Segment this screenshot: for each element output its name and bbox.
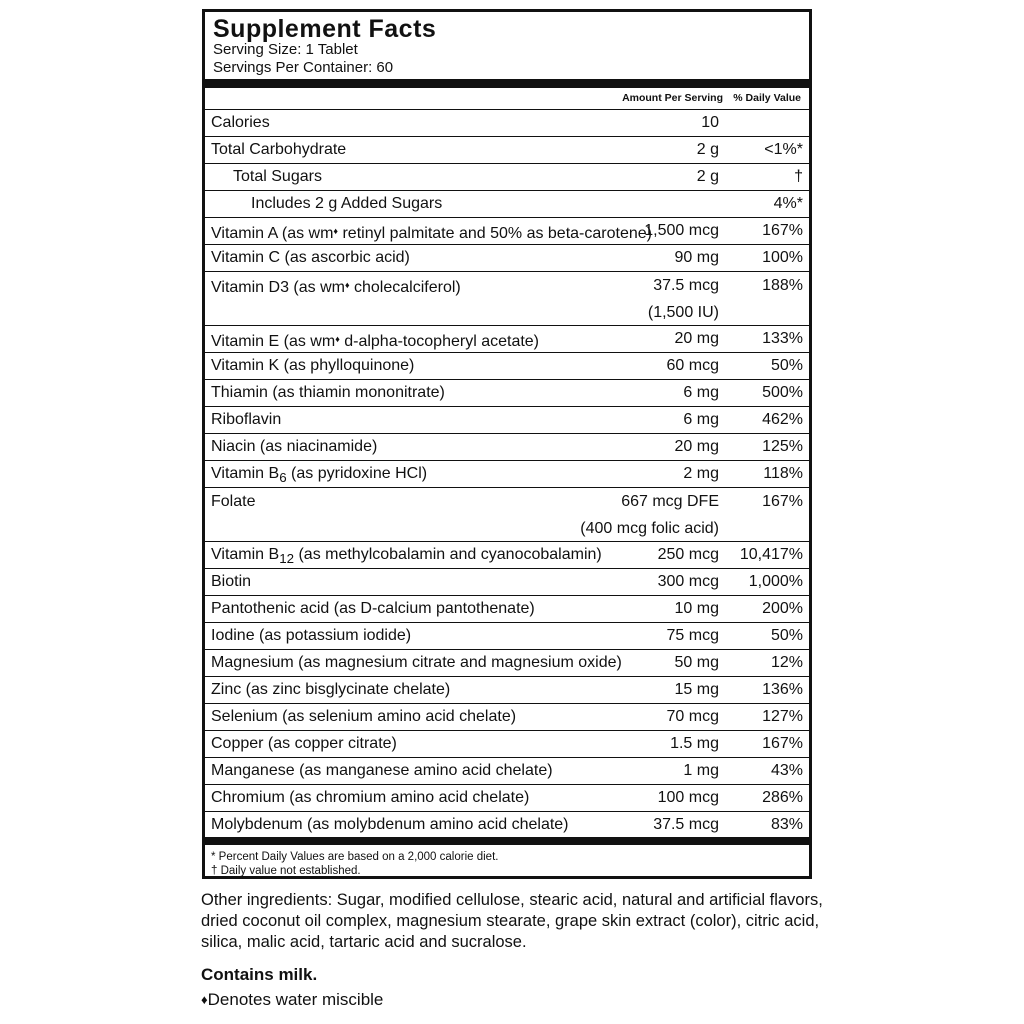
subscript: 6 bbox=[279, 470, 287, 486]
nutrient-row bbox=[205, 812, 809, 839]
nutrient-row bbox=[205, 326, 809, 353]
nutrient-amount: 50 mg bbox=[674, 654, 719, 671]
nutrient-amount: 2 g bbox=[696, 141, 719, 158]
nutrient-row bbox=[205, 164, 809, 191]
nutrient-daily-value: 4%* bbox=[773, 195, 803, 212]
nutrient-name-part: Vitamin E (as wm bbox=[211, 333, 336, 350]
nutrient-name: Selenium (as selenium amino acid chelate) bbox=[211, 708, 517, 725]
panel-title: Supplement Facts bbox=[213, 15, 437, 43]
nutrient-daily-value: 12% bbox=[770, 654, 803, 671]
nutrient-row bbox=[205, 785, 809, 812]
nutrient-daily-value: 462% bbox=[762, 411, 803, 428]
nutrient-row bbox=[205, 650, 809, 677]
nutrient-row bbox=[205, 245, 809, 272]
nutrient-name: Total Carbohydrate bbox=[211, 141, 347, 158]
nutrient-amount: 1 mg bbox=[683, 762, 719, 779]
nutrient-amount: 6 mg bbox=[683, 411, 719, 428]
nutrient-daily-value: 133% bbox=[762, 330, 803, 347]
nutrient-row bbox=[205, 677, 809, 704]
nutrient-name: Iodine (as potassium iodide) bbox=[211, 627, 412, 644]
nutrient-name-part: (as methylcobalamin and cyanocobalamin) bbox=[294, 546, 602, 563]
nutrient-row bbox=[205, 704, 809, 731]
nutrient-name: Zinc (as zinc bisglycinate chelate) bbox=[211, 681, 451, 698]
nutrient-row bbox=[205, 191, 809, 218]
nutrient-daily-value: 118% bbox=[763, 465, 803, 482]
nutrient-name-part: d-alpha-tocopheryl acetate) bbox=[339, 333, 540, 350]
bottom-thick-rule bbox=[205, 837, 809, 845]
nutrient-amount bbox=[648, 272, 719, 326]
subscript: 12 bbox=[279, 551, 295, 567]
nutrient-row bbox=[205, 623, 809, 650]
nutrient-row bbox=[205, 596, 809, 623]
nutrient-daily-value: 188% bbox=[762, 277, 803, 294]
nutrient-name: Calories bbox=[211, 114, 270, 131]
nutrient-name: Molybdenum (as molybdenum amino acid chelate) bbox=[211, 816, 569, 833]
nutrient-row bbox=[205, 758, 809, 785]
serving-size: Serving Size: 1 Tablet bbox=[213, 41, 358, 58]
nutrient-amount: 2 g bbox=[696, 168, 719, 185]
nutrient-daily-value: 286% bbox=[762, 789, 803, 806]
nutrient-name: Folate bbox=[211, 493, 256, 510]
nutrient-daily-value: 136% bbox=[762, 681, 803, 698]
nutrient-row bbox=[205, 353, 809, 380]
header-amount-per-serving: Amount Per Serving bbox=[622, 92, 723, 104]
supplement-facts-panel bbox=[202, 9, 812, 879]
nutrient-name: Includes 2 g Added Sugars bbox=[251, 195, 443, 212]
nutrient-daily-value: 125% bbox=[762, 438, 803, 455]
nutrient-name: Thiamin (as thiamin mononitrate) bbox=[211, 384, 445, 401]
nutrient-name bbox=[211, 326, 539, 355]
nutrient-daily-value: 50% bbox=[770, 627, 803, 644]
nutrient-daily-value: 10,417% bbox=[739, 546, 803, 563]
footnote-not-established: † Daily value not established. bbox=[211, 865, 361, 877]
nutrient-row bbox=[205, 488, 809, 542]
legend-text: Denotes water miscible bbox=[207, 990, 384, 1009]
nutrient-name-part: cholecalciferol) bbox=[349, 279, 461, 296]
nutrient-daily-value: <1%* bbox=[764, 141, 803, 158]
nutrient-row bbox=[205, 137, 809, 164]
nutrient-amount: 20 mg bbox=[674, 438, 719, 455]
nutrient-name bbox=[211, 461, 427, 491]
nutrient-name-part: Vitamin B bbox=[211, 546, 280, 563]
nutrient-amount: 37.5 mcg bbox=[653, 816, 719, 833]
amount-line: (400 mcg folic acid) bbox=[580, 520, 719, 537]
nutrient-daily-value: † bbox=[794, 168, 803, 185]
nutrient-daily-value: 83% bbox=[770, 816, 803, 833]
other-ingredients bbox=[201, 890, 821, 953]
nutrient-name: Manganese (as manganese amino acid chelate) bbox=[211, 762, 553, 779]
nutrient-row bbox=[205, 542, 809, 569]
nutrient-amount: 20 mg bbox=[674, 330, 719, 347]
nutrient-name bbox=[211, 272, 461, 301]
nutrient-name: Vitamin K (as phylloquinone) bbox=[211, 357, 415, 374]
nutrient-amount: 75 mcg bbox=[666, 627, 719, 644]
allergen-statement: Contains milk. bbox=[201, 965, 318, 984]
water-drop-icon: ♦ bbox=[201, 992, 208, 1007]
nutrient-row bbox=[205, 272, 809, 326]
nutrient-daily-value: 500% bbox=[762, 384, 803, 401]
nutrient-amount: 1.5 mg bbox=[670, 735, 719, 752]
nutrient-amount bbox=[580, 488, 719, 542]
nutrient-name: Magnesium (as magnesium citrate and magnesium oxide) bbox=[211, 654, 622, 671]
nutrient-daily-value: 167% bbox=[762, 493, 803, 510]
footnotes bbox=[211, 850, 498, 878]
nutrient-row bbox=[205, 407, 809, 434]
water-drop-icon: ♦ bbox=[344, 280, 350, 290]
nutrient-row bbox=[205, 461, 809, 488]
servings-per-container: Servings Per Container: 60 bbox=[213, 59, 394, 76]
nutrient-row bbox=[205, 434, 809, 461]
nutrient-row bbox=[205, 569, 809, 596]
nutrient-name: Total Sugars bbox=[233, 168, 322, 185]
amount-line: 667 mcg DFE bbox=[621, 493, 719, 510]
top-thick-rule bbox=[205, 79, 809, 88]
nutrient-daily-value: 43% bbox=[770, 762, 803, 779]
nutrient-row bbox=[205, 380, 809, 407]
nutrient-amount: 60 mcg bbox=[666, 357, 719, 374]
nutrient-name-part: retinyl palmitate and 50% as beta-carotene) bbox=[338, 225, 652, 242]
nutrient-name-part: Vitamin B bbox=[211, 465, 280, 482]
nutrient-row bbox=[205, 218, 809, 245]
nutrient-amount: 15 mg bbox=[674, 681, 719, 698]
water-drop-icon: ♦ bbox=[333, 226, 339, 236]
nutrient-amount: 10 bbox=[701, 114, 719, 131]
nutrient-amount: 250 mcg bbox=[657, 546, 719, 563]
nutrient-row bbox=[205, 110, 809, 137]
nutrient-daily-value: 200% bbox=[762, 600, 803, 617]
header-daily-value: % Daily Value bbox=[733, 92, 801, 104]
nutrient-daily-value: 127% bbox=[762, 708, 803, 725]
nutrient-amount: 10 mg bbox=[674, 600, 719, 617]
nutrient-daily-value: 100% bbox=[762, 249, 803, 266]
nutrient-amount: 90 mg bbox=[674, 249, 719, 266]
other-ingredients-line: silica, malic acid, tartaric acid and sucralose. bbox=[201, 933, 527, 951]
nutrient-name: Copper (as copper citrate) bbox=[211, 735, 397, 752]
footnote-daily-value: * Percent Daily Values are based on a 2,000 calorie diet. bbox=[211, 851, 499, 863]
water-miscible-legend bbox=[201, 989, 383, 1011]
nutrient-amount: 1,500 mcg bbox=[644, 222, 719, 239]
nutrient-name: Pantothenic acid (as D-calcium pantothenate) bbox=[211, 600, 535, 617]
nutrient-name: Chromium (as chromium amino acid chelate) bbox=[211, 789, 530, 806]
other-ingredients-line: Other ingredients: Sugar, modified cellulose, stearic acid, natural and artificial flavors, bbox=[201, 891, 823, 909]
amount-line: 37.5 mcg bbox=[653, 277, 719, 294]
nutrient-amount: 300 mcg bbox=[657, 573, 719, 590]
nutrient-name: Riboflavin bbox=[211, 411, 282, 428]
nutrient-amount: 100 mcg bbox=[657, 789, 719, 806]
nutrient-amount: 2 mg bbox=[683, 465, 719, 482]
nutrient-daily-value: 1,000% bbox=[748, 573, 803, 590]
nutrient-row bbox=[205, 731, 809, 758]
nutrient-name bbox=[211, 218, 652, 247]
nutrient-daily-value: 167% bbox=[762, 222, 803, 239]
nutrient-name-part: (as pyridoxine HCl) bbox=[286, 465, 428, 482]
water-drop-icon: ♦ bbox=[335, 334, 340, 344]
amount-line: (1,500 IU) bbox=[647, 304, 719, 321]
nutrient-name: Biotin bbox=[211, 573, 252, 590]
nutrient-daily-value: 167% bbox=[762, 735, 803, 752]
nutrient-amount: 70 mcg bbox=[666, 708, 719, 725]
nutrient-name: Vitamin C (as ascorbic acid) bbox=[211, 249, 410, 266]
nutrient-rows bbox=[205, 109, 809, 839]
nutrient-name-part: Vitamin D3 (as wm bbox=[211, 279, 345, 296]
nutrient-name: Niacin (as niacinamide) bbox=[211, 438, 378, 455]
nutrient-daily-value: 50% bbox=[770, 357, 803, 374]
nutrient-name bbox=[211, 542, 602, 572]
nutrient-amount: 6 mg bbox=[683, 384, 719, 401]
other-ingredients-line: dried coconut oil complex, magnesium stearate, grape skin extract (color), citric acid, bbox=[201, 912, 820, 930]
nutrient-name-part: Vitamin A (as wm bbox=[211, 225, 334, 242]
